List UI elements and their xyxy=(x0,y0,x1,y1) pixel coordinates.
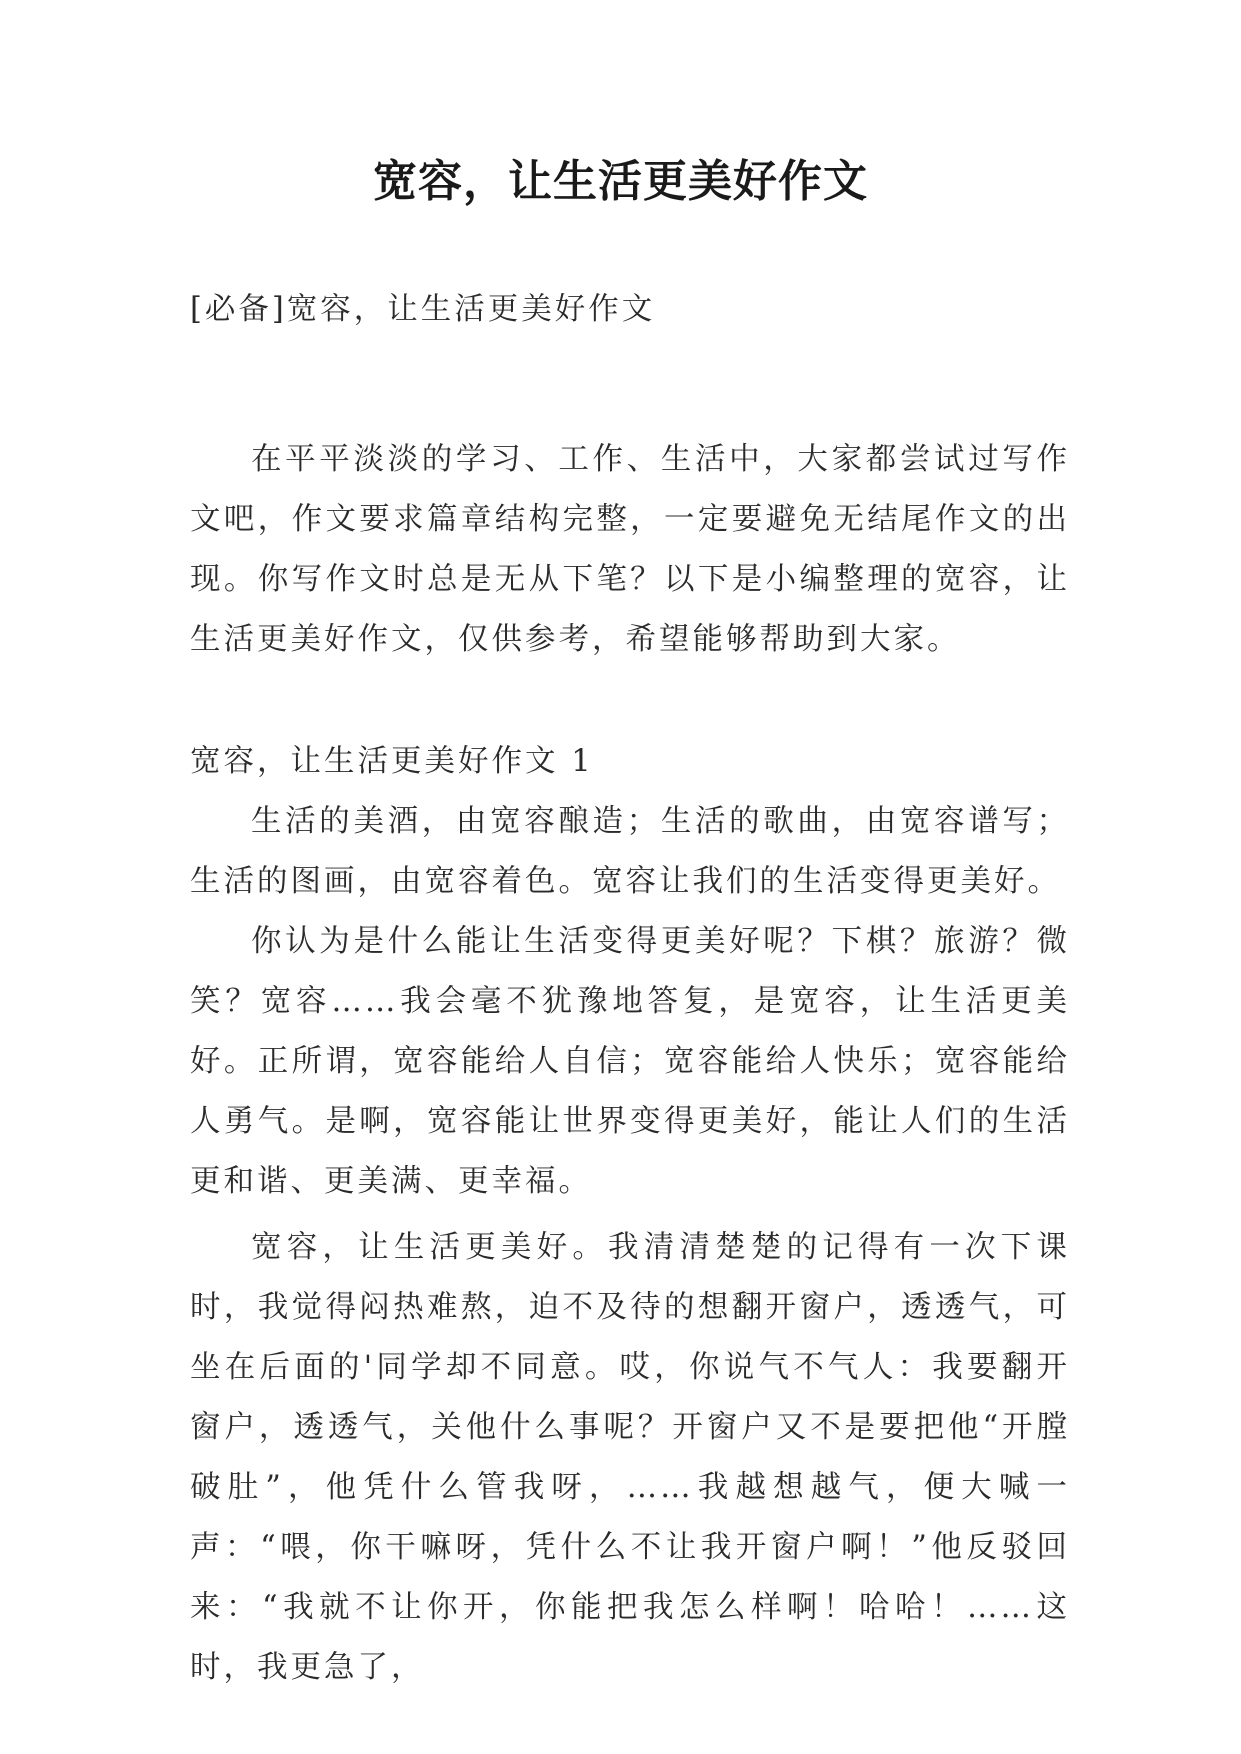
document-title: 宽容，让生活更美好作文 xyxy=(373,156,868,207)
body-paragraph: 宽容，让生活更美好。我清清楚楚的记得有一次下课时，我觉得闷热难熬，迫不及待的想翻开窗户，透透气，可坐在后面的'同学却不同意。哎，你说气不气人：我要翻开窗户，透透气，关他什么事呢？开窗户又不是要把他“开膛破肚”，他凭什么管我呀，……我越想越气，便大喊一声：“喂，你干嘛呀，凭什么不让我开窗户啊！”他反驳回来：“我就不让你开，你能把我怎么样啊！哈哈！……这时，我更急了， xyxy=(190,1230,1070,1685)
document-body xyxy=(190,280,1070,1698)
body-paragraph: 生活的美酒，由宽容酿造；生活的歌曲，由宽容谱写；生活的图画，由宽容着色。宽容让我们的生活变得更美好。 xyxy=(190,804,1070,899)
section-heading: 宽容，让生活更美好作文 1 xyxy=(190,744,594,779)
intro-paragraph: 在平平淡淡的学习、工作、生活中，大家都尝试过写作文吧，作文要求篇章结构完整，一定要避免无结尾作文的出现。你写作文时总是无从下笔？以下是小编整理的宽容，让生活更美好作文，仅供参考，希望能够帮助到大家。 xyxy=(190,442,1070,657)
document-subtitle: [必备]宽容，让生活更美好作文 xyxy=(190,292,656,327)
body-paragraph: 你认为是什么能让生活变得更美好呢？下棋？旅游？微笑？宽容……我会毫不犹豫地答复，是宽容，让生活更美好。正所谓，宽容能给人自信；宽容能给人快乐；宽容能给人勇气。是啊，宽容能让世界变得更美好，能让人们的生活更和谐、更美满、更幸福。 xyxy=(190,924,1070,1199)
